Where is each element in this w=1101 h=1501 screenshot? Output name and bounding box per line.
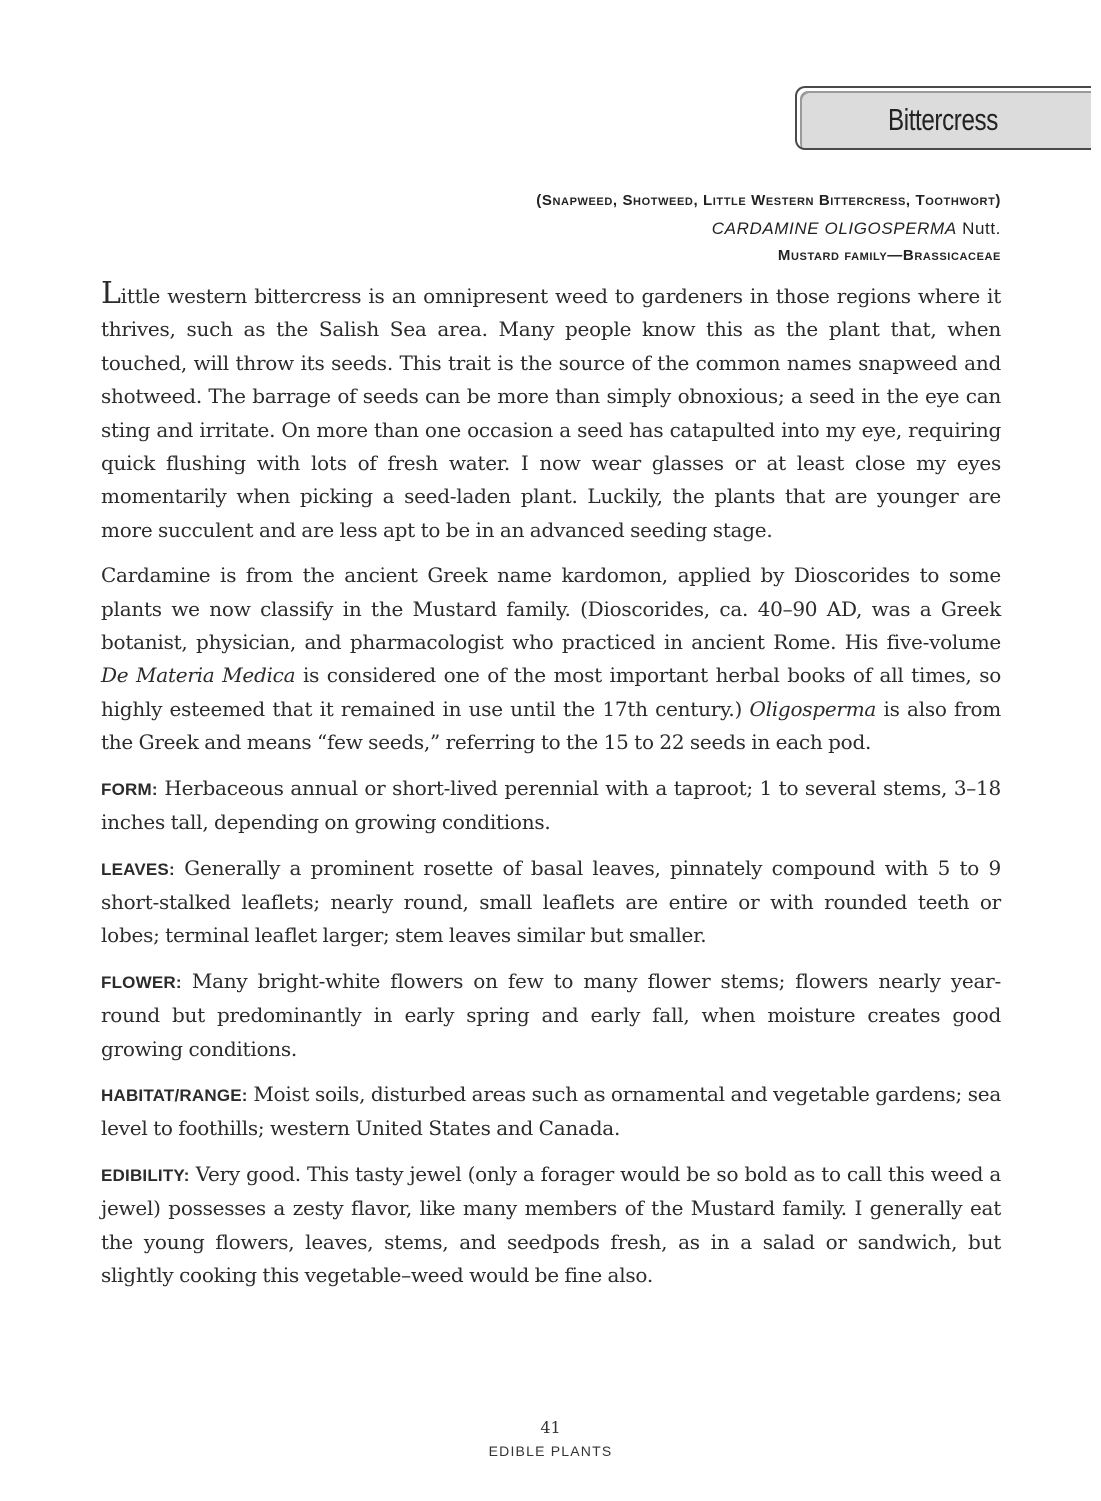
plant-family: Mustard family—Brassicaceae	[777, 247, 1001, 264]
habitat-label: HABITAT/RANGE:	[101, 1085, 248, 1105]
intro-paragraph-2-text-a: Cardamine is from the ancient Greek name kardomon, applied by Dioscorides to some plants we now classify in the Mustard family. (Dioscorides, ca. 40–90 AD, was a Greek botanist, physician, and pharmacologist who practiced in ancient Rome. His five-volume	[101, 563, 1001, 655]
body-text	[101, 276, 1002, 1304]
habitat-section	[101, 1078, 1001, 1146]
authority: Nutt.	[956, 219, 1001, 238]
habitat-text: Moist soils, disturbed areas such as ornamental and vegetable gardens; sea level to foothills; western United States and Canada.	[101, 1081, 1001, 1141]
flower-label: FLOWER:	[101, 972, 182, 992]
plant-names	[536, 187, 1001, 270]
flower-section	[101, 965, 1001, 1066]
drop-cap: L	[101, 276, 121, 311]
title-tab	[795, 86, 1091, 150]
intro-paragraph-1	[101, 276, 1001, 547]
common-names: (Snapweed, Shotweed, Little Western Bittercress, Toothwort)	[536, 192, 1001, 209]
page-title: Bittercress	[888, 102, 998, 137]
form-label: FORM:	[101, 779, 158, 799]
running-foot: EDIBLE PLANTS	[488, 1443, 613, 1459]
leaves-section	[101, 852, 1001, 953]
intro-paragraph-2-text-c: is also from the Greek and means “few seeds,” referring to the 15 to 22 seeds in each pod.	[101, 696, 1002, 755]
edibility-section	[101, 1158, 1001, 1293]
species-epithet: Oligosperma	[749, 696, 877, 721]
page-number: 41	[540, 1418, 561, 1437]
leaves-label: LEAVES:	[101, 859, 175, 879]
edibility-label: EDIBILITY:	[101, 1165, 190, 1185]
form-section	[101, 772, 1001, 840]
edibility-text: Very good. This tasty jewel (only a forager would be so bold as to call this weed a jewel) possesses a zesty flavor, like many members of the Mustard family. I generally eat the young flowers, leaves, stems, and seedpods fresh, as in a salad or sandwich, but slightly cooking this vegetable–weed would be fine also.	[101, 1161, 1001, 1287]
intro-paragraph-2-text-b: is considered one of the most important herbal books of all times, so highly esteemed that it remained in use until the 17th century.)	[101, 663, 1001, 721]
latin-name: CARDAMINE OLIGOSPERMA	[711, 219, 957, 238]
book-title: De Materia Medica	[101, 663, 296, 688]
intro-paragraph-1-text: ittle western bittercress is an omnipresent weed to gardeners in those regions where it thrives, such as the Salish Sea area. Many people know this as the plant that, when touched, will throw its seeds. This trait is the source of the common names snapweed and shotweed. The barrage of seeds can be more than simply obnoxious; a seed in the eye can sting and irritate. On more than one occasion a seed has catapulted into my eye, requiring quick flushing with lots of fresh water. I now wear glasses or at least close my eyes momentarily when picking a seed-laden plant. Luckily, the plants that are younger are more succulent and are less apt to be in an advanced seeding stage.	[101, 284, 1001, 542]
flower-text: Many bright-white flowers on few to many flower stems; flowers nearly year-round but predominantly in early spring and early fall, when moisture creates good growing conditions.	[101, 968, 1001, 1061]
leaves-text: Generally a prominent rosette of basal leaves, pinnately compound with 5 to 9 short-stalked leaflets; nearly round, small leaflets are entire or with rounded teeth or lobes; terminal leaflet larger; stem leaves similar but smaller.	[101, 855, 1001, 948]
intro-paragraph-2	[101, 559, 1001, 759]
form-text: Herbaceous annual or short-lived perennial with a taproot; 1 to several stems, 3–18 inches tall, depending on growing conditions.	[101, 775, 1001, 835]
scientific-name	[536, 215, 1001, 242]
